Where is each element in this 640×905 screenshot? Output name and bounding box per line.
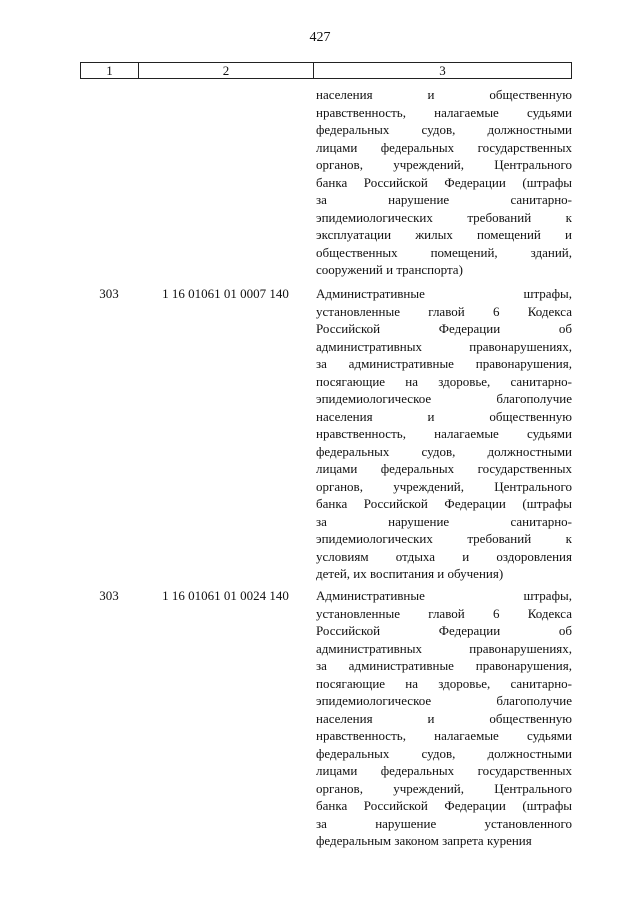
description-line: установленные главой 6 Кодекса [316,303,572,319]
admin-code: 303 [99,588,119,603]
column-header-2: 2 [139,63,314,78]
description-line: лицами федеральных государственных [316,461,572,476]
description-line: административных правонарушениях, [316,640,572,656]
description-line: эпидемиологических требований к [316,531,572,546]
description-line: сооружений и транспорта) [316,262,463,277]
description-line: условиям отдыха и оздоровления [316,548,572,564]
description-line: органов, учреждений, Центрального [316,478,572,494]
description-line: федеральных судов, должностными [316,443,572,459]
description-line: эпидемиологическое благополучие [316,693,572,708]
description-line: нравственность, налагаемые судьями [316,104,572,120]
row-description [316,587,572,850]
description-line: населения и общественную [316,87,572,102]
description-line: Административные штрафы, [316,286,572,301]
description-line: общественных помещений, зданий, [316,244,572,260]
admin-code: 303 [99,286,119,301]
description-line: органов, учреждений, Центрального [316,157,572,172]
description-line: органов, учреждений, Центрального [316,780,572,796]
row-description [316,285,572,583]
description-line: за нарушение санитарно- [316,513,572,529]
description-line: эпидемиологических требований к [316,209,572,225]
description-line: лицами федеральных государственных [316,139,572,155]
column-header-1: 1 [81,63,139,78]
description-line: эпидемиологическое благополучие [316,391,572,406]
description-line: Российской Федерации об [316,623,572,638]
description-line: Административные штрафы, [316,588,572,603]
description-line: за административные правонарушения, [316,356,572,371]
page-number: 427 [309,30,331,45]
description-line: банка Российской Федерации (штрафы [316,496,572,511]
column-header-row [80,62,572,79]
description-line: за нарушение санитарно- [316,192,572,207]
description-line: посягающие на здоровье, санитарно- [316,373,572,389]
description-line: федеральным законом запрета курения [316,833,532,848]
column-header-3: 3 [439,63,446,78]
description-line: населения и общественную [316,408,572,424]
description-line: федеральных судов, должностными [316,745,572,761]
budget-code: 1 16 01061 01 0007 140 [162,286,289,301]
description-line: Российской Федерации об [316,321,572,336]
description-line: за нарушение установленного [316,815,572,831]
description-line: населения и общественную [316,710,572,726]
description-line: банка Российской Федерации (штрафы [316,798,572,813]
description-line: посягающие на здоровье, санитарно- [316,675,572,691]
description-line: за административные правонарушения, [316,658,572,673]
continuation-description [316,86,572,279]
description-line: нравственность, налагаемые судьями [316,728,572,743]
description-line: нравственность, налагаемые судьями [316,426,572,441]
description-line: эксплуатации жилых помещений и [316,227,572,242]
description-line: установленные главой 6 Кодекса [316,605,572,621]
description-line: лицами федеральных государственных [316,763,572,778]
description-line: административных правонарушениях, [316,338,572,354]
description-line: банка Российской Федерации (штрафы [316,174,572,190]
description-line: детей, их воспитания и обучения) [316,566,504,581]
budget-code: 1 16 01061 01 0024 140 [162,588,289,603]
description-line: федеральных судов, должностными [316,122,572,137]
